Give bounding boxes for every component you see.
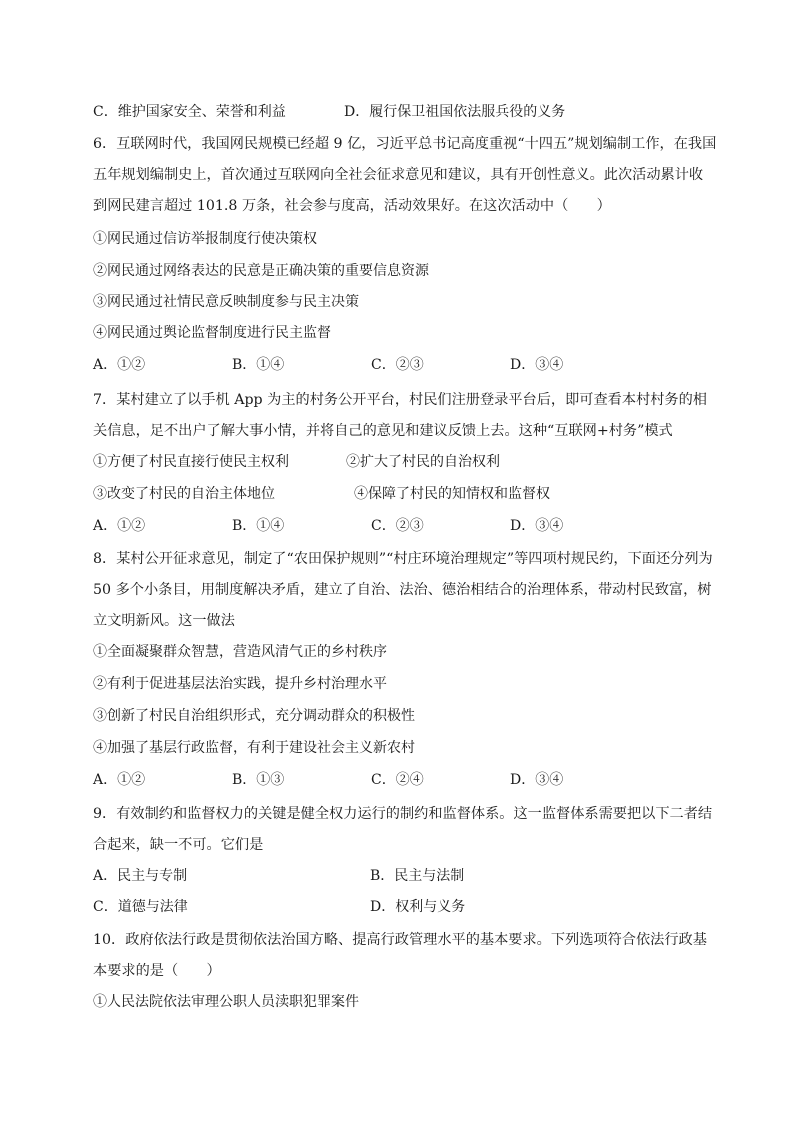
q10-item-1: ①人民法院依法审理公职人员渎职犯罪案件 bbox=[93, 994, 359, 1010]
q8-option-a: A．①② bbox=[93, 772, 146, 788]
q10-stem bbox=[93, 925, 707, 987]
q9-stem-line: 合起来，缺一不可。它们是 bbox=[93, 837, 264, 853]
q6-stem-line: 五年规划编制史上，首次通过互联网向全社会征求意见和建议，具有开创性意义。此次活动累计收 bbox=[93, 167, 704, 183]
q7-item-1: ①方便了村民直接行使民主权利 bbox=[93, 454, 289, 470]
q7-stem-line: 7．某村建立了以手机 App 为主的村务公开平台，村民们注册登录平台后，即可查看本村村务的相 bbox=[93, 392, 707, 408]
q7-option-a: A．①② bbox=[93, 518, 146, 534]
q8-stem-line: 50 多个小条目，用制度解决矛盾，建立了自治、法治、德治相结合的治理体系，带动村民致富，树 bbox=[93, 582, 712, 598]
q8-stem bbox=[93, 544, 713, 637]
q8-option-c: C．②④ bbox=[371, 772, 424, 788]
q5-option-c: C．维护国家安全、荣誉和利益 bbox=[93, 104, 286, 120]
q7-option-b: B．①④ bbox=[232, 518, 285, 534]
q6-option-a: A．①② bbox=[93, 357, 146, 373]
q7-stem bbox=[93, 385, 707, 447]
q7-item-2: ②扩大了村民的自治权利 bbox=[346, 454, 500, 470]
q5-option-d: D．履行保卫祖国依法服兵役的义务 bbox=[344, 104, 566, 120]
q8-stem-line: 立文明新风。这一做法 bbox=[93, 613, 235, 629]
q6-item-2: ②网民通过网络表达的民意是正确决策的重要信息资源 bbox=[93, 263, 429, 279]
q6-stem bbox=[93, 129, 717, 222]
q8-item-3: ③创新了村民自治组织形式，充分调动群众的积极性 bbox=[93, 708, 415, 724]
q8-stem-line: 8．某村公开征求意见，制定了“农田保护规则”“村庄环境治理规定”等四项村规民约，下面还分列为 bbox=[93, 551, 713, 567]
q7-option-d: D．③④ bbox=[510, 518, 564, 534]
q8-option-d: D．③④ bbox=[510, 772, 564, 788]
q10-stem-line: 本要求的是（ ） bbox=[93, 963, 221, 979]
q7-option-c: C．②③ bbox=[371, 518, 424, 534]
q6-stem-line: 到网民建言超过 101.8 万条，社会参与度高，活动效果好。在这次活动中（ ） bbox=[93, 198, 611, 214]
q6-option-d: D．③④ bbox=[510, 357, 564, 373]
q7-stem-line: 关信息，足不出户了解大事小情，并将自己的意见和建议反馈上去。这种“互联网+村务”模式 bbox=[93, 423, 673, 439]
q8-option-b: B．①③ bbox=[232, 772, 285, 788]
q9-stem bbox=[93, 799, 713, 861]
q6-item-1: ①网民通过信访举报制度行使决策权 bbox=[93, 231, 317, 247]
q8-item-4: ④加强了基层行政监督，有利于建设社会主义新农村 bbox=[93, 740, 415, 756]
q6-option-c: C．②③ bbox=[371, 357, 424, 373]
q9-option-b: B．民主与法制 bbox=[370, 868, 465, 884]
q9-stem-line: 9．有效制约和监督权力的关键是健全权力运行的制约和监督体系。这一监督体系需要把以下二者结 bbox=[93, 806, 713, 822]
q6-item-3: ③网民通过社情民意反映制度参与民主决策 bbox=[93, 294, 359, 310]
q8-item-1: ①全面凝聚群众智慧，营造风清气正的乡村秩序 bbox=[93, 644, 387, 660]
q6-option-b: B．①④ bbox=[232, 357, 285, 373]
q6-item-4: ④网民通过舆论监督制度进行民主监督 bbox=[93, 325, 331, 341]
q9-option-c: C．道德与法律 bbox=[93, 899, 188, 915]
q8-item-2: ②有利于促进基层法治实践，提升乡村治理水平 bbox=[93, 676, 387, 692]
q6-stem-line: 6．互联网时代，我国网民规模已经超 9 亿，习近平总书记高度重视“十四五”规划编制工作，在我国 bbox=[93, 136, 717, 152]
q10-stem-line: 10．政府依法行政是贯彻依法治国方略、提高行政管理水平的基本要求。下列选项符合依法行政基 bbox=[93, 932, 707, 948]
q9-option-d: D．权利与义务 bbox=[370, 899, 466, 915]
q7-item-4: ④保障了村民的知情权和监督权 bbox=[354, 486, 550, 502]
q7-item-3: ③改变了村民的自治主体地位 bbox=[93, 486, 275, 502]
q9-option-a: A．民主与专制 bbox=[93, 868, 188, 884]
